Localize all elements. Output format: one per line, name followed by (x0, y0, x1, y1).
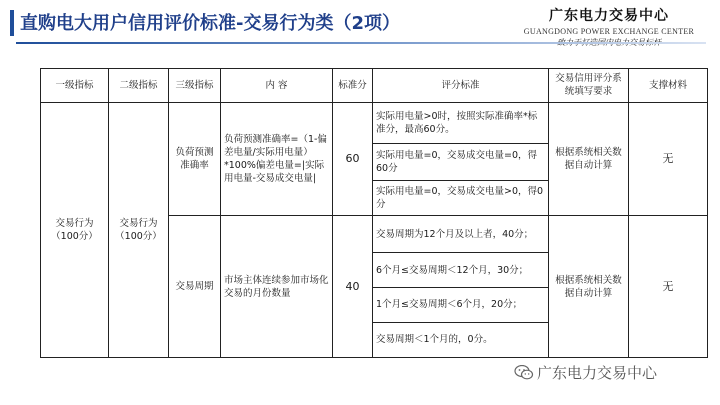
criteria-cell: 实际用电量>0时，按照实际准确率*标准分，最高60分。 (373, 102, 549, 143)
brand-name-en: GUANGDONG POWER EXCHANGE CENTER (523, 27, 695, 36)
criteria-cell: 1个月≤交易周期＜6个月，20分； (373, 288, 549, 323)
criteria-table (40, 68, 708, 358)
header-cell: 三级指标 (169, 69, 221, 103)
header-cell: 支撑材料 (629, 69, 708, 103)
criteria-cell: 实际用电量=0，交易成交电量>0，得0分 (373, 181, 549, 216)
watermark (514, 362, 657, 383)
content-cell: 市场主体连续参加市场化交易的月份数量 (221, 216, 333, 358)
criteria-cell: 交易周期为12个月及以上者，40分； (373, 216, 549, 253)
requirement-cell: 根据系统相关数据自动计算 (549, 216, 629, 358)
table-header-row (41, 69, 708, 103)
score-cell: 60 (333, 102, 373, 215)
content-cell: 负荷预测准确率=（1-偏差电量/实际用电量）*100%偏差电量=|实际用电量-交易成交电量| (221, 102, 333, 215)
table-row (41, 102, 708, 143)
header-cell: 评分标准 (373, 69, 549, 103)
watermark-text: 广东电力交易中心 (537, 364, 658, 382)
header-cell: 一级指标 (41, 69, 109, 103)
level3-cell: 负荷预测准确率 (169, 102, 221, 215)
material-cell: 无 (629, 216, 708, 358)
wechat-icon (514, 365, 534, 380)
title-accent-bar (10, 10, 14, 36)
level1-cell: 交易行为（100分） (41, 102, 109, 357)
header-cell: 交易信用评分系统填写要求 (549, 69, 629, 103)
level3-cell: 交易周期 (169, 216, 221, 358)
header-cell: 二级指标 (109, 69, 169, 103)
criteria-cell: 6个月≤交易周期＜12个月，30分； (373, 253, 549, 288)
level2-cell: 交易行为（100分） (109, 102, 169, 357)
score-cell: 40 (333, 216, 373, 358)
brand-name-cn: 广东电力交易中心 (549, 8, 669, 24)
requirement-cell: 根据系统相关数据自动计算 (549, 102, 629, 215)
header-divider (16, 42, 706, 44)
header-cell: 标准分 (333, 69, 373, 103)
criteria-cell: 交易周期＜1个月的，0分。 (373, 322, 549, 357)
page-title: 直购电大用户信用评价标准-交易行为类（2项） (20, 13, 400, 34)
material-cell: 无 (629, 102, 708, 215)
criteria-cell: 实际用电量=0，交易成交电量=0，得60分 (373, 144, 549, 181)
header-cell: 内 容 (221, 69, 333, 103)
